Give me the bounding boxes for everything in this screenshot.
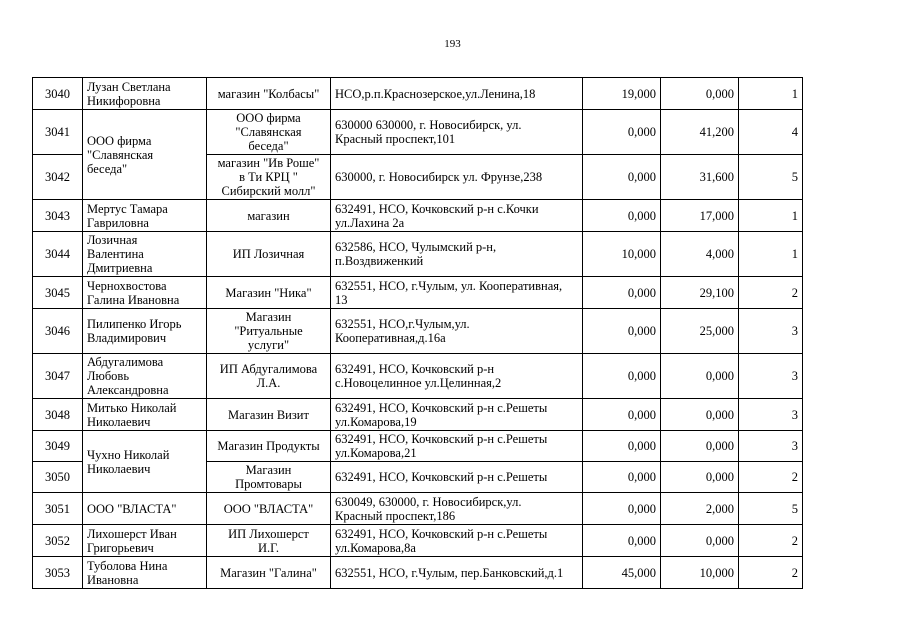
row-id: 3045: [33, 277, 83, 309]
shop-name: магазин "Ив Роше" в Ти КРЦ " Сибирский молл": [207, 155, 331, 200]
value-1: 0,000: [583, 277, 661, 309]
address: 632491, НСО, Кочковский р-н с.Решеты ул.Комарова,21: [331, 431, 583, 462]
row-id: 3046: [33, 309, 83, 354]
value-1: 10,000: [583, 232, 661, 277]
value-2: 41,200: [661, 110, 739, 155]
value-2: 31,600: [661, 155, 739, 200]
value-1: 0,000: [583, 462, 661, 493]
row-id: 3043: [33, 200, 83, 232]
count: 1: [739, 200, 803, 232]
table-row: [33, 399, 803, 431]
shop-name: Магазин "Галина": [207, 557, 331, 589]
table-row: [33, 277, 803, 309]
count: 3: [739, 431, 803, 462]
registry-table: [32, 77, 803, 589]
count: 4: [739, 110, 803, 155]
table-row: [33, 200, 803, 232]
value-1: 0,000: [583, 155, 661, 200]
count: 5: [739, 155, 803, 200]
shop-name: ООО фирма "Славянская беседа": [207, 110, 331, 155]
value-2: 17,000: [661, 200, 739, 232]
row-id: 3040: [33, 78, 83, 110]
value-2: 4,000: [661, 232, 739, 277]
value-2: 29,100: [661, 277, 739, 309]
value-2: 0,000: [661, 525, 739, 557]
address: НСО,р.п.Краснозерское,ул.Ленина,18: [331, 78, 583, 110]
address: 632551, НСО,г.Чулым,ул. Кооперативная,д.16а: [331, 309, 583, 354]
value-1: 0,000: [583, 309, 661, 354]
table-row: [33, 525, 803, 557]
row-id: 3041: [33, 110, 83, 155]
table-row: [33, 354, 803, 399]
table-row: [33, 309, 803, 354]
row-id: 3053: [33, 557, 83, 589]
value-2: 2,000: [661, 493, 739, 525]
count: 2: [739, 557, 803, 589]
owner-name: Туболова Нина Ивановна: [83, 557, 207, 589]
value-2: 10,000: [661, 557, 739, 589]
table-row: [33, 493, 803, 525]
row-id: 3049: [33, 431, 83, 462]
owner-name: ООО "ВЛАСТА": [83, 493, 207, 525]
owner-name: Лозичная Валентина Дмитриевна: [83, 232, 207, 277]
table-row: [33, 78, 803, 110]
row-id: 3051: [33, 493, 83, 525]
address: 632586, НСО, Чулымский р-н, п.Воздвиженкий: [331, 232, 583, 277]
row-id: 3047: [33, 354, 83, 399]
count: 2: [739, 277, 803, 309]
count: 3: [739, 309, 803, 354]
shop-name: Магазин "Ника": [207, 277, 331, 309]
shop-name: ИП Лозичная: [207, 232, 331, 277]
address: 632551, НСО, г.Чулым, пер.Банковский,д.1: [331, 557, 583, 589]
value-2: 0,000: [661, 462, 739, 493]
address: 630000 630000, г. Новосибирск, ул. Красный проспект,101: [331, 110, 583, 155]
shop-name: магазин: [207, 200, 331, 232]
value-1: 0,000: [583, 525, 661, 557]
value-1: 0,000: [583, 110, 661, 155]
owner-name: ООО фирма "Славянская беседа": [83, 110, 207, 200]
value-2: 0,000: [661, 354, 739, 399]
row-id: 3052: [33, 525, 83, 557]
address: 630049, 630000, г. Новосибирск,ул. Красный проспект,186: [331, 493, 583, 525]
owner-name: Лихошерст Иван Григорьевич: [83, 525, 207, 557]
count: 3: [739, 354, 803, 399]
shop-name: Магазин Промтовары: [207, 462, 331, 493]
value-1: 0,000: [583, 200, 661, 232]
shop-name: Магазин Продукты: [207, 431, 331, 462]
value-1: 19,000: [583, 78, 661, 110]
owner-name: Абдугалимова Любовь Александровна: [83, 354, 207, 399]
value-1: 45,000: [583, 557, 661, 589]
table-row: [33, 232, 803, 277]
count: 5: [739, 493, 803, 525]
address: 630000, г. Новосибирск ул. Фрунзе,238: [331, 155, 583, 200]
shop-name: Магазин Визит: [207, 399, 331, 431]
address: 632491, НСО, Кочковский р-н с.Решеты ул.Комарова,19: [331, 399, 583, 431]
value-2: 0,000: [661, 431, 739, 462]
page-number: 193: [444, 38, 461, 50]
row-id: 3050: [33, 462, 83, 493]
owner-name: Митько Николай Николаевич: [83, 399, 207, 431]
owner-name: Чухно Николай Николаевич: [83, 431, 207, 493]
address: 632551, НСО, г.Чулым, ул. Кооперативная, 13: [331, 277, 583, 309]
count: 3: [739, 399, 803, 431]
owner-name: Пилипенко Игорь Владимирович: [83, 309, 207, 354]
value-1: 0,000: [583, 493, 661, 525]
row-id: 3048: [33, 399, 83, 431]
address: 632491, НСО, Кочковский р-н с.Кочки ул.Лахина 2а: [331, 200, 583, 232]
owner-name: Чернохвостова Галина Ивановна: [83, 277, 207, 309]
address: 632491, НСО, Кочковский р-н с.Решеты: [331, 462, 583, 493]
count: 2: [739, 525, 803, 557]
count: 2: [739, 462, 803, 493]
count: 1: [739, 232, 803, 277]
address: 632491, НСО, Кочковский р-н с.Новоцелинное ул.Целинная,2: [331, 354, 583, 399]
shop-name: ООО "ВЛАСТА": [207, 493, 331, 525]
shop-name: Магазин "Ритуальные услуги": [207, 309, 331, 354]
value-2: 0,000: [661, 399, 739, 431]
value-1: 0,000: [583, 354, 661, 399]
count: 1: [739, 78, 803, 110]
table-row: [33, 557, 803, 589]
row-id: 3042: [33, 155, 83, 200]
address: 632491, НСО, Кочковский р-н с.Решеты ул.Комарова,8а: [331, 525, 583, 557]
value-1: 0,000: [583, 399, 661, 431]
shop-name: магазин "Колбасы": [207, 78, 331, 110]
value-1: 0,000: [583, 431, 661, 462]
shop-name: ИП Абдугалимова Л.А.: [207, 354, 331, 399]
owner-name: Лузан Светлана Никифоровна: [83, 78, 207, 110]
owner-name: Мертус Тамара Гавриловна: [83, 200, 207, 232]
row-id: 3044: [33, 232, 83, 277]
value-2: 25,000: [661, 309, 739, 354]
table-row: [33, 431, 803, 462]
value-2: 0,000: [661, 78, 739, 110]
table-row: [33, 110, 803, 155]
shop-name: ИП Лихошерст И.Г.: [207, 525, 331, 557]
